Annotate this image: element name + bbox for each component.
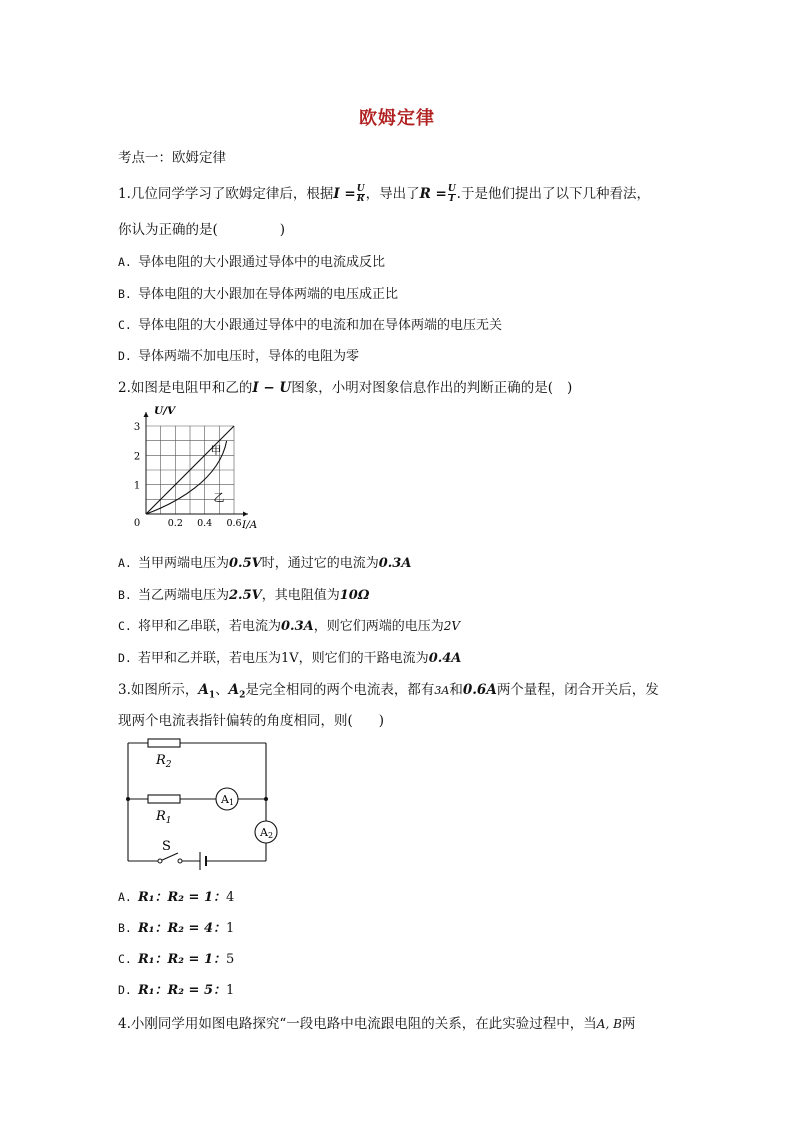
resistor-r2 [148, 739, 180, 747]
option-label: B. [118, 287, 132, 301]
option-text: 导体电阻的大小跟通过导体中的电流成反比 [138, 255, 386, 270]
q1-option-b[interactable] [118, 283, 398, 302]
q3-option-a[interactable] [118, 886, 234, 905]
formula-1-den: R [356, 194, 365, 204]
option-text: 若甲和乙并联，若电压为 [138, 651, 282, 666]
option-text: 当甲两端电压为 [138, 556, 230, 571]
q3-stem-line2-end: ) [378, 713, 385, 729]
junction-right [264, 797, 268, 801]
option-math: 0.3A [281, 619, 314, 634]
question-3-stem-line-2 [118, 709, 384, 729]
question-1-stem [118, 182, 650, 204]
q2-option-a[interactable] [118, 552, 411, 571]
x-axis-arrow [243, 512, 248, 517]
origin-label: 0 [133, 518, 141, 529]
label-r2: $R_2$ [156, 753, 172, 770]
q3-ammeter-2: A [228, 682, 240, 698]
option-label: B. [118, 588, 132, 602]
q4-stem: 小刚同学用如图电路探究“一段电路中电流跟电阻的关系，在此实验过程中，当 [130, 1016, 597, 1032]
option-label: A. [118, 556, 132, 570]
q2-stem-end: ) [566, 380, 573, 396]
option-math: 0.4A [428, 651, 462, 666]
q3-ammeter-1: A [198, 682, 209, 698]
q2-option-d[interactable] [118, 647, 461, 666]
option-label: D. [118, 651, 132, 665]
label-a2: A2 [260, 826, 274, 840]
question-1-number: 1. [118, 186, 131, 202]
y-axis-arrow [144, 412, 149, 417]
x-tick-label: 0.6 [226, 518, 242, 529]
option-label: A. [118, 890, 132, 904]
q3-stem-d: 两个量程，闭合开关后，发 [496, 682, 659, 698]
option-text: 当乙两端电压为 [138, 588, 230, 603]
option-text: 时，通过它的电流为 [261, 556, 379, 571]
question-3-stem [118, 678, 659, 701]
q1-stem-line2: 你认为正确的是( [118, 222, 218, 238]
curve-label-yi: 乙 [213, 490, 225, 504]
resistor-r1 [148, 795, 180, 803]
option-text: 1 [226, 921, 235, 936]
option-text: 5 [226, 952, 235, 967]
formula-2-num: U [447, 184, 456, 194]
option-math: R₁：R₂ = 1： [138, 952, 226, 967]
q1-option-c[interactable] [118, 314, 502, 333]
circuit-diagram [122, 735, 282, 871]
curve-label-jia: 甲 [210, 443, 222, 457]
option-text: 导体电阻的大小跟通过导体中的电流和加在导体两端的电压无关 [138, 318, 503, 333]
q4-math: A, B [596, 1017, 622, 1031]
formula-1-lhs: I = [333, 186, 356, 202]
option-text: 导体电阻的大小跟加在导体两端的电压成正比 [138, 287, 399, 302]
option-math: R₁：R₂ = 1： [138, 890, 226, 905]
option-text: 1 [226, 983, 235, 998]
option-text: ，其电阻值为 [261, 588, 340, 603]
y-tick-label: 3 [133, 422, 141, 433]
formula-2-fraction [448, 185, 456, 204]
q3-range-1: 3A [434, 684, 450, 697]
q3-option-c[interactable] [118, 948, 234, 967]
question-4-stem [118, 1012, 635, 1032]
option-label: C. [118, 318, 132, 332]
q3-stem-b: 是完全相同的两个电流表，都有 [245, 682, 435, 698]
option-text: 将甲和乙串联，若电流为 [138, 619, 282, 634]
question-4-number: 4. [118, 1016, 131, 1032]
page-title: 欧姆定律 [359, 108, 435, 129]
option-label: C. [118, 619, 132, 633]
option-text: 导体两端不加电压时，导体的电阻为零 [138, 349, 360, 364]
section-heading: 考点一：欧姆定律 [118, 150, 226, 166]
q1-option-d[interactable] [118, 345, 359, 364]
option-label: A. [118, 255, 132, 269]
q3-sep: 、 [215, 682, 229, 698]
q3-range-2: 0.6A [462, 682, 497, 698]
option-math: 0.3A [378, 556, 412, 571]
formula-2-lhs: R = [419, 186, 447, 202]
switch-contact [178, 859, 182, 863]
question-3-number: 3. [118, 682, 131, 698]
option-text: ，则它们两端的电压为 [313, 619, 444, 634]
switch-blade [160, 853, 178, 861]
q3-option-d[interactable] [118, 979, 234, 998]
q2-stem-a: 如图是电阻甲和乙的 [130, 380, 253, 396]
option-math: R₁：R₂ = 5： [138, 983, 226, 998]
question-1-stem-line-2 [118, 218, 285, 238]
q3-stem-line2: 现两个电流表指针偏转的角度相同，则( [118, 713, 353, 729]
x-tick-label: 0.2 [167, 518, 183, 529]
y-tick-label: 1 [133, 480, 141, 492]
option-label: C. [118, 952, 132, 966]
q3-stem-c: 和 [449, 682, 463, 698]
q2-option-c[interactable] [118, 615, 460, 634]
q1-stem-c: .于是他们提出了以下几种看法， [456, 186, 650, 202]
option-math: 10Ω [339, 588, 370, 603]
formula-1-fraction [357, 185, 365, 204]
x-tick-label: 0.4 [197, 518, 213, 529]
q2-stem-math: I − U [252, 380, 292, 396]
q3-ammeter-1-sub: 1 [208, 690, 216, 701]
q2-stem-b: 图象，小明对图象信息作出的判断正确的是( [291, 380, 553, 396]
question-2-stem [118, 376, 572, 396]
label-switch: S [162, 839, 171, 854]
option-math: 0.5V [229, 556, 262, 571]
question-2-number: 2. [118, 380, 131, 396]
option-text: 4 [226, 890, 235, 905]
option-label: B. [118, 921, 132, 935]
label-r1: $R_1$ [156, 809, 172, 826]
q4-stem-end: 两 [621, 1016, 636, 1032]
formula-2-den: I [449, 194, 454, 204]
q1-option-a[interactable] [118, 251, 385, 270]
option-math: 2.5V [229, 588, 262, 603]
q3-ammeter-2-sub: 2 [239, 690, 246, 701]
option-label: D. [118, 349, 132, 363]
y-tick-label: 2 [133, 451, 141, 463]
option-math: 2V [443, 619, 461, 633]
q3-stem-a: 如图所示， [130, 682, 199, 698]
x-axis-label: I/A [242, 519, 258, 531]
q2-option-b[interactable] [118, 584, 369, 603]
q1-stem-line2-end: ) [279, 222, 286, 238]
switch-contact [158, 859, 162, 863]
q3-option-b[interactable] [118, 917, 234, 936]
y-axis-label: U/V [154, 405, 176, 417]
q1-stem-b: ，导出了 [365, 186, 420, 202]
q1-stem-a: 几位同学学习了欧姆定律后，根据 [130, 186, 334, 202]
option-label: D. [118, 983, 132, 997]
option-text: 1V，则它们的干路电流为 [281, 651, 429, 666]
iu-graph [128, 402, 268, 537]
formula-1-num: U [356, 184, 365, 194]
label-a1: A1 [221, 793, 235, 807]
option-math: R₁：R₂ = 4： [138, 921, 226, 936]
junction-left [126, 797, 130, 801]
